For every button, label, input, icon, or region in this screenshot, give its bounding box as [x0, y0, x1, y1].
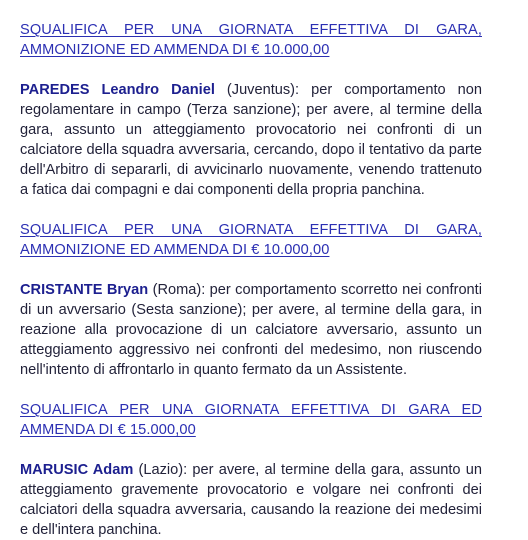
sanction-heading[interactable]: SQUALIFICA PER UNA GIORNATA EFFETTIVA DI GARA, AMMONIZIONE ED AMMENDA DI € 10.000,00	[20, 222, 482, 258]
sanction-section-3	[20, 400, 482, 540]
sanction-section-1	[20, 20, 482, 200]
player-name: CRISTANTE Bryan	[20, 282, 149, 298]
player-name: MARUSIC Adam	[20, 462, 134, 478]
sanction-text: (Lazio): per avere, al termine della gara, assunto un atteggiamento gravemente provocatorio e volgare nei confronti dei calciatori della squadra avversaria, causando la reazione dei medesimi e dell'intera panchina.	[20, 462, 482, 538]
sanction-entry	[20, 280, 482, 380]
player-name: PAREDES Leandro Daniel	[20, 82, 215, 98]
sanction-heading[interactable]: SQUALIFICA PER UNA GIORNATA EFFETTIVA DI GARA ED AMMENDA DI € 15.000,00	[20, 402, 482, 438]
sanction-entry	[20, 460, 482, 540]
sanction-section-2	[20, 220, 482, 380]
sanction-entry	[20, 80, 482, 200]
sanction-heading[interactable]: SQUALIFICA PER UNA GIORNATA EFFETTIVA DI GARA, AMMONIZIONE ED AMMENDA DI € 10.000,00	[20, 22, 482, 58]
sanction-text: (Roma): per comportamento scorretto nei confronti di un avversario (Sesta sanzione); per avere, al termine della gara, in reazione alla provocazione di un calciatore avversario, assunto un atteggiamento aggressivo nei confronti del medesimo, non riuscendo nell'intento di affrontarlo in quanto fermato da un Assistente.	[20, 282, 482, 378]
sanction-text: (Juventus): per comportamento non regolamentare in campo (Terza sanzione); per avere, al termine della gara, assunto un atteggiamento provocatorio nei confronti di un calciatore della squadra avversaria, cercando, dopo il tentativo da parte dell'Arbitro di separarli, di avvicinarlo nuovamente, venendo trattenuto a fatica dai compagni e dai componenti della propria panchina.	[20, 82, 482, 198]
